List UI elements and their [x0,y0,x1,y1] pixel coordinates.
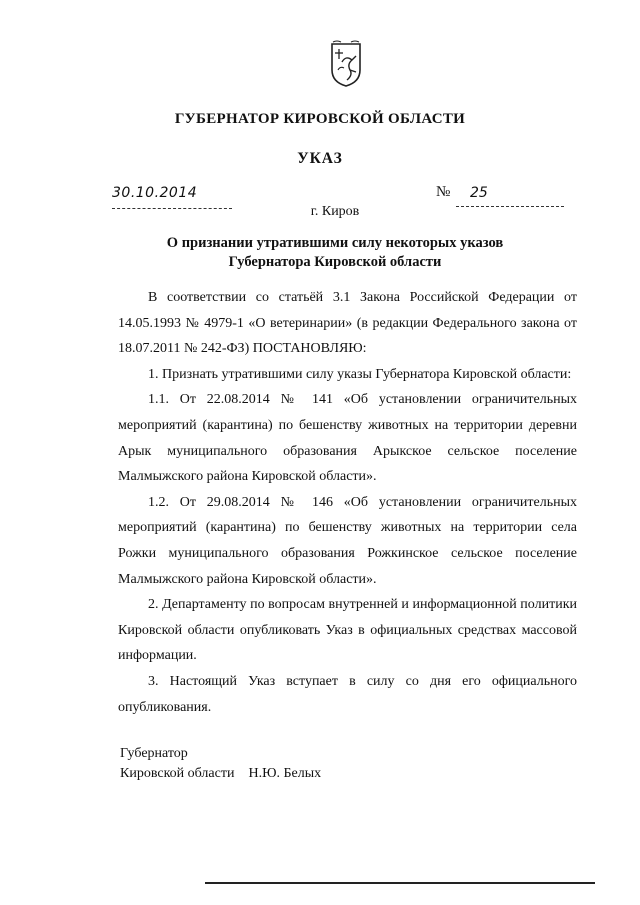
title-line-2: Губернатора Кировской области [228,254,442,270]
signatory-position-line-2 [120,764,321,784]
paragraph-2: 2. Департаменту по вопросам внутренней и информационной политики Кировской области опубликовать Указ в официальных средствах массовой информации. [118,597,577,664]
signatory-name: Н.Ю. Белых [248,766,322,781]
document-type: УКАЗ [297,150,343,167]
number-label: № [436,184,451,200]
paragraph-1-1: 1.1. От 22.08.2014 № 141 «Об установлении ограничительных мероприятий (карантина) по бешенству животных на территории деревни Арык муниципального образования Арыкское сельское поселение Малмыжского района Кировской области». [118,392,577,485]
document-number: 25 [470,185,488,201]
preamble-paragraph: В соответствии со статьёй 3.1 Закона Российской Федерации от 14.05.1993 № 4979-1 «О ветеринарии» (в редакции Федерального закона от 18.07.2011 № 242-ФЗ) ПОСТАНОВЛЯЮ: [118,290,577,357]
signatory-region: Кировской области [120,766,235,781]
city: г. Киров [310,204,360,219]
paragraph-1-2: 1.2. От 29.08.2014 № 146 «Об установлении ограничительных мероприятий (карантина) по бешенству животных на территории села Рожки муниципального образования Рожкинское сельское поселение Малмыжского района Кировской области». [118,494,577,587]
title-line-1: О признании утратившими силу некоторых указов [166,235,504,251]
signatory-position-line-1: Губернатор [120,746,188,761]
document-date: 30.10.2014 [112,185,198,201]
document-body [118,285,577,720]
document-title [0,234,640,272]
signature-block [120,744,321,784]
issuing-authority: ГУБЕРНАТОР КИРОВСКОЙ ОБЛАСТИ [174,111,466,127]
coat-of-arms-icon [329,40,363,88]
paragraph-3: 3. Настоящий Указ вступает в силу со дня его официального опубликования. [118,673,577,715]
bottom-rule [205,882,595,884]
paragraph-1: 1. Признать утратившими силу указы Губернатора Кировской области: [148,366,572,382]
